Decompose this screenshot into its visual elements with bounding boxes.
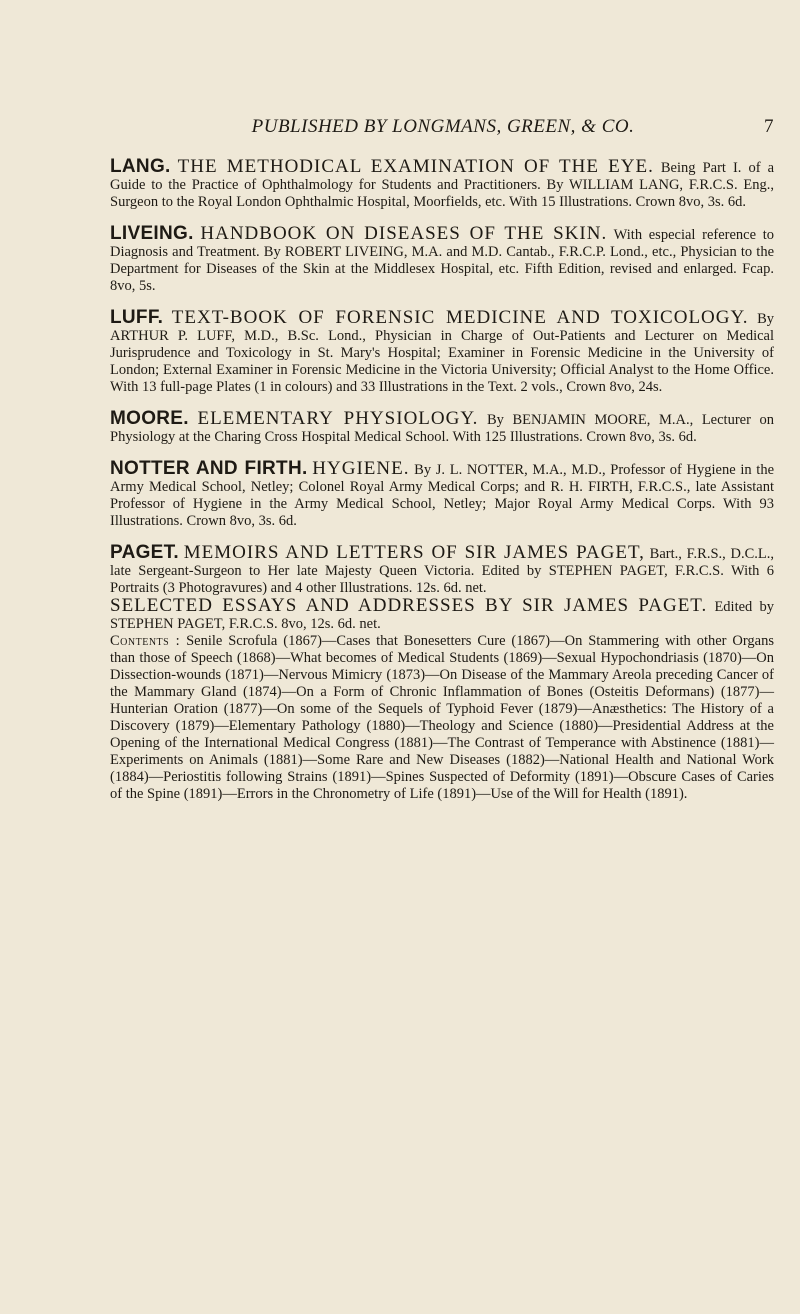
entry-body: By ARTHUR P. LUFF, M.D., B.Sc. Lond., Physician in Charge of Out-Patients and Lecturer on Medical Jurisprudence and Toxicology in St. Mary's Hospital; Examiner in Forensic Medicine in the University of London; External Examiner in Forensic Medicine in the Victoria University; Official Analyst to the Home Office. With 13 full-page Plates (1 in colours) and 33 Illustrations in the Text. 2 vols., Crown 8vo, 24s. (110, 311, 775, 395)
entry-body: By BENJAMIN MOORE, M.A., Lecturer on Physiology at the Charing Cross Hospital Medical School. With 125 Illustrations. Crown 8vo, 3s. 6d. (110, 412, 775, 445)
entry-author: NOTTER AND FIRTH. (110, 458, 308, 479)
book-entry-lang (110, 158, 774, 211)
entry-body: Being Part I. of a Guide to the Practice of Ophthalmology for Students and Practitioners. By WILLIAM LANG, F.R.C.S. Eng., Surgeon to the Royal London Ophthalmic Hospital, Moorfields, etc. With 15 Illustrations. Crown 8vo, 3s. 6d. (110, 160, 775, 210)
entry-author: MOORE. (110, 408, 189, 429)
book-entry-liveing (110, 225, 774, 295)
sub-entry-title: SELECTED ESSAYS AND ADDRESSES BY SIR JAMES PAGET. (110, 595, 708, 616)
entry-body: With especial reference to Diagnosis and Treatment. By ROBERT LIVEING, M.A. and M.D. Cantab., F.R.C.P. Lond., etc., Physician to the Department for Diseases of the Skin at the Middlesex Hospital, etc. Fifth Edition, revised and enlarged. Fcap. 8vo, 5s. (110, 227, 774, 294)
entry-title: MEMOIRS AND LETTERS OF SIR JAMES PAGET, (183, 542, 645, 563)
entry-author: PAGET. (110, 542, 180, 563)
contents-label: Contents : (110, 633, 181, 649)
entry-body: By J. L. NOTTER, M.A., M.D., Professor of Hygiene in the Army Medical School, Netley; Colonel Royal Army Medical Corps; and R. H. FIRTH, F.R.C.S., late Assistant Professor of Hygiene in the Army Medical School, Netley; Major Royal Army Medical Corps. With 93 Illustrations. Crown 8vo, 3s. 6d. (110, 462, 775, 529)
entry-title: TEXT-BOOK OF FORENSIC MEDICINE AND TOXICOLOGY. (171, 307, 749, 328)
book-list (110, 158, 774, 817)
contents-text: Senile Scrofula (1867)—Cases that Bonesetters Cure (1867)—On Stammering with other Organs than those of Speech (1868)—What becomes of Medical Students (1869)—Sexual Hypochondriasis (1870)—On Dissection-wounds (1871)—Nervous Mimicry (1873)—On Disease of the Mammary Areola preceding Cancer of the Mammary Gland (1874)—On a Form of Chronic Inflammation of Bones (Osteitis Deformans) (1877)—Hunterian Oration (1877)—On some of the Sequels of Typhoid Fever (1879)—Anæsthetics: The History of a Discovery (1879)—Elementary Pathology (1880)—Theology and Science (1880)—Presidential Address at the Opening of the International Medical Congress (1881)—The Contrast of Temperance with Abstinence (1881)—Experiments on Animals (1881)—Some Rare and New Diseases (1882)—National Health and National Work (1884)—Periostitis following Strains (1891)—Spines Suspected of Deformity (1891)—Obscure Cases of Caries of the Spine (1891)—Errors in the Chronometry of Life (1891)—Use of the Will for Health (1891). (110, 633, 775, 802)
book-entry-notter-firth (110, 460, 774, 530)
book-entry-luff (110, 309, 774, 396)
entry-title: HYGIENE. (312, 458, 410, 479)
page-number: 7 (764, 116, 774, 137)
sub-entry-body: Edited by STEPHEN PAGET, F.R.C.S. 8vo, 12s. 6d. net. (110, 599, 774, 632)
entry-title: HANDBOOK ON DISEASES OF THE SKIN. (200, 223, 608, 244)
book-entry-moore (110, 410, 774, 446)
sub-entry (110, 597, 774, 633)
entry-author: LANG. (110, 156, 171, 177)
book-entry-paget (110, 544, 774, 803)
entry-title: THE METHODICAL EXAMINATION OF THE EYE. (177, 156, 654, 177)
contents-list (110, 633, 774, 803)
entry-author: LUFF. (110, 307, 164, 328)
entry-title: ELEMENTARY PHYSIOLOGY. (197, 408, 479, 429)
running-head (112, 116, 774, 138)
entry-author: LIVEING. (110, 223, 194, 244)
publisher-heading: PUBLISHED BY LONGMANS, GREEN, & CO. (251, 116, 635, 137)
entry-body: Bart., F.R.S., D.C.L., late Sergeant-Surgeon to Her late Majesty Queen Victoria. Edited by STEPHEN PAGET, F.R.C.S. With 6 Portraits (3 Photogravures) and 4 other Illustrations. 12s. 6d. net. (110, 546, 775, 596)
